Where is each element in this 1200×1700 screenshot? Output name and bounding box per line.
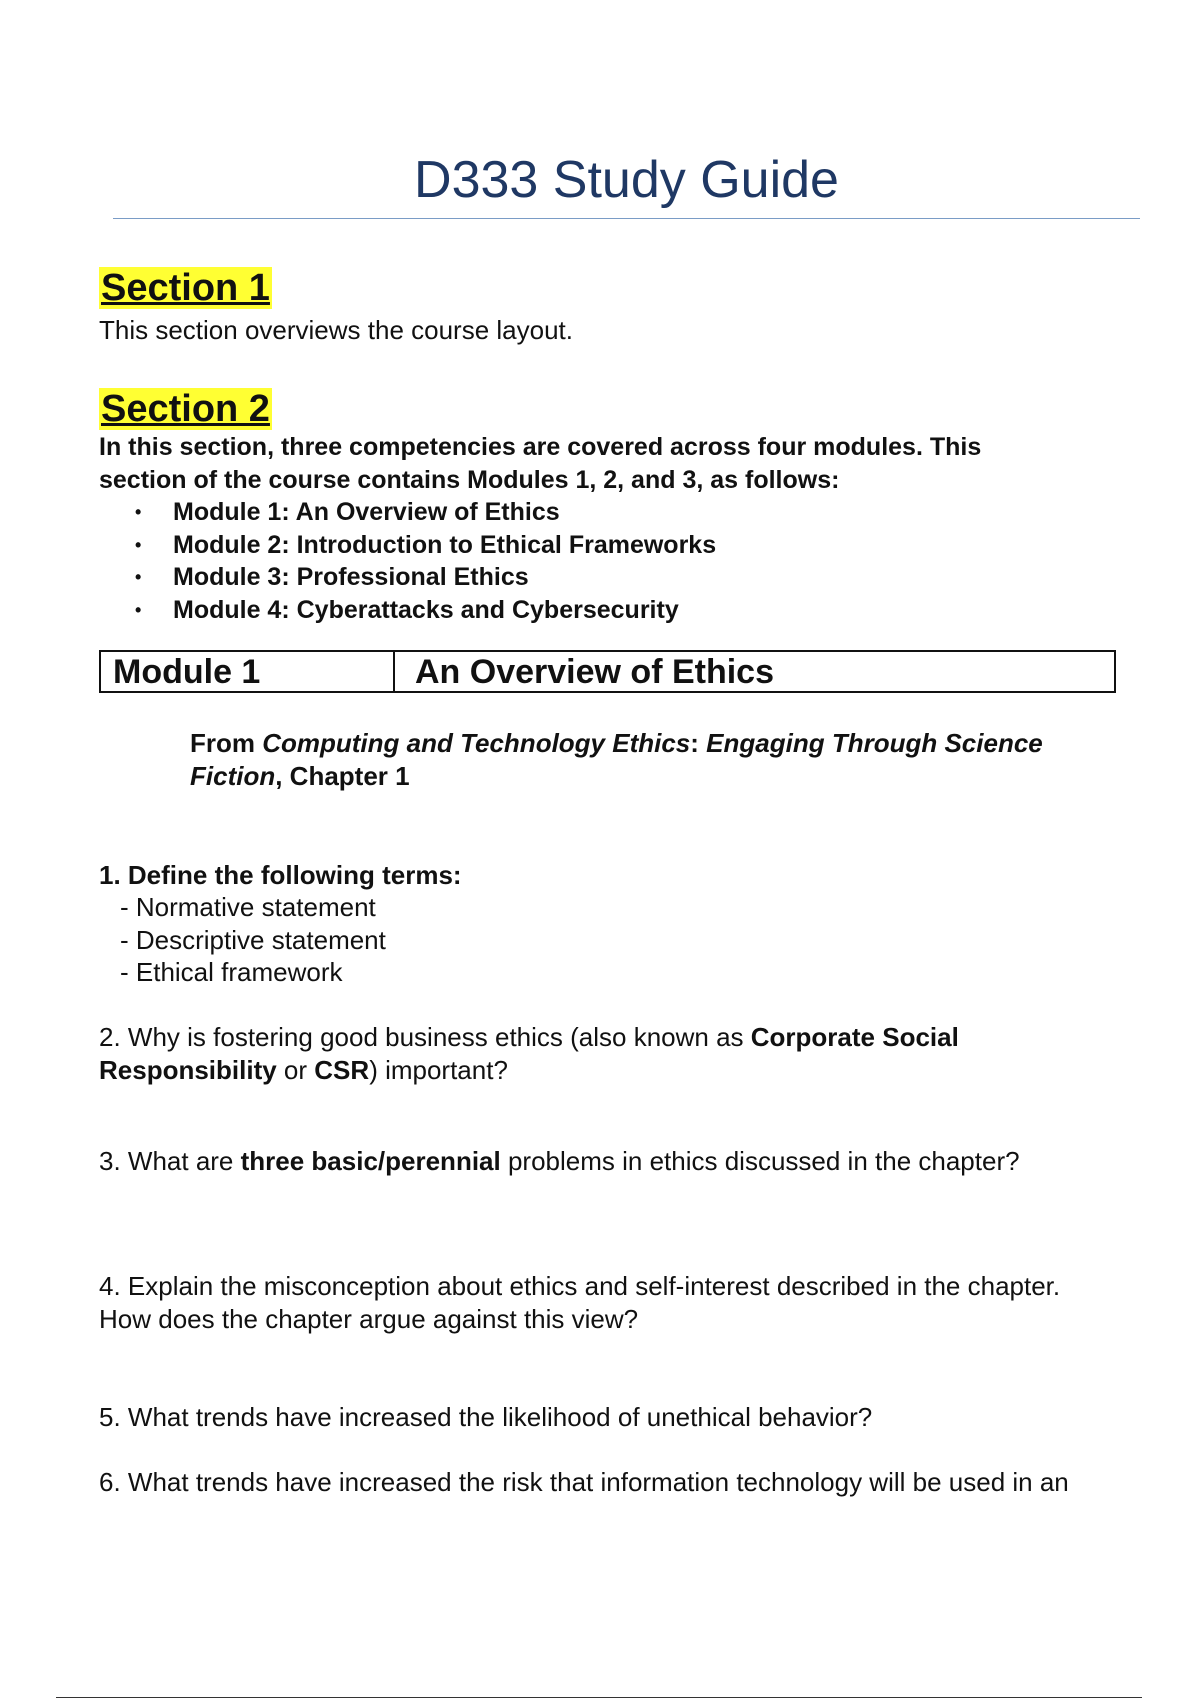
question-4: 4. Explain the misconception about ethics and self-interest described in the chapter. How does the chapter argue against this view? xyxy=(99,1271,1061,1334)
section-2-intro-line-1: In this section, three competencies are covered across four modules. This xyxy=(99,433,982,461)
module-title: An Overview of Ethics xyxy=(415,653,774,691)
bullet-icon: • xyxy=(135,502,142,522)
section-2-intro-line-2: section of the course contains Modules 1, 2, and 3, as follows: xyxy=(99,465,840,494)
bullet-icon: • xyxy=(135,567,142,587)
list-item: - Normative statement xyxy=(120,892,376,922)
question-2: 2. Why is fostering good business ethics (also known as Corporate Social Responsibility or CSR) important? xyxy=(99,1022,959,1085)
list-item: - Ethical framework xyxy=(120,957,343,987)
title-divider xyxy=(113,218,1140,219)
module-list xyxy=(99,496,716,626)
list-item: • Module 3: Professional Ethics xyxy=(99,561,716,594)
module-label: Module 1 xyxy=(101,652,395,691)
module-header-table xyxy=(99,650,1116,693)
page-bottom-divider xyxy=(56,1697,1142,1698)
section-2-intro xyxy=(99,431,1119,496)
section-1-heading: Section 1 xyxy=(101,267,270,309)
list-item: • Module 4: Cyberattacks and Cybersecurity xyxy=(99,594,716,627)
question-3: 3. What are three basic/perennial problems in ethics discussed in the chapter? xyxy=(99,1146,1020,1176)
terms-list xyxy=(120,891,386,989)
bullet-icon: • xyxy=(135,534,142,555)
list-item: - Descriptive statement xyxy=(120,924,386,955)
question-1: 1. Define the following terms: xyxy=(99,860,462,890)
bullet-icon: • xyxy=(135,599,142,620)
section-2-heading: Section 2 xyxy=(101,388,270,430)
source-citation: From Computing and Technology Ethics: Engaging Through Science Fiction, Chapter 1 xyxy=(190,728,1043,791)
page-title: D333 Study Guide xyxy=(414,151,839,209)
list-item: • Module 1: An Overview of Ethics xyxy=(99,496,716,529)
question-6: 6. What trends have increased the risk that information technology will be used in an xyxy=(99,1467,1069,1497)
list-item: • Module 2: Introduction to Ethical Frameworks xyxy=(99,529,716,562)
section-1-text: This section overviews the course layout. xyxy=(99,315,573,345)
question-5: 5. What trends have increased the likelihood of unethical behavior? xyxy=(99,1402,873,1432)
